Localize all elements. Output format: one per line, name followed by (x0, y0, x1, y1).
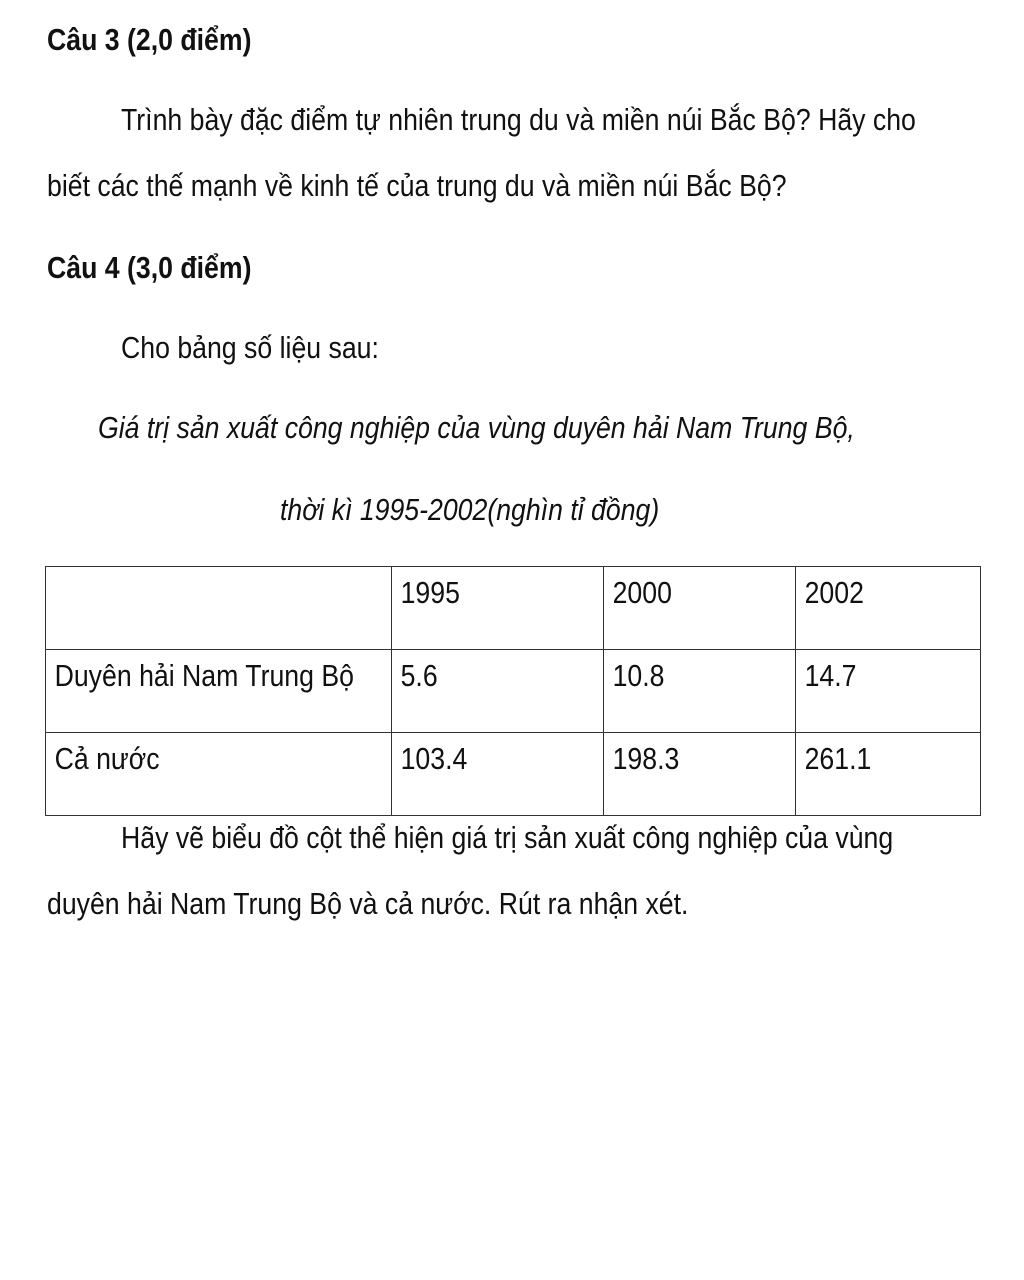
question-3-heading: Câu 3 (2,0 điểm) (47, 22, 252, 57)
question-4-heading: Câu 4 (3,0 điểm) (47, 250, 252, 285)
table-cell: 14.7 (796, 650, 981, 733)
table-cell: 10.8 (604, 650, 796, 733)
table-title-line-1: Giá trị sản xuất công nghiệp của vùng duyên hải Nam Trung Bộ, (98, 410, 855, 445)
table-title-line-2: thời kì 1995-2002(nghìn tỉ đồng) (280, 492, 660, 527)
table-header-cell: 2000 (604, 567, 796, 650)
table-header-cell: 2002 (796, 567, 981, 650)
table-cell: 103.4 (392, 733, 604, 816)
data-table (45, 566, 981, 816)
table-cell: 261.1 (796, 733, 981, 816)
question-4-intro: Cho bảng số liệu sau: (121, 330, 379, 365)
task-text-line-1: Hãy vẽ biểu đồ cột thể hiện giá trị sản xuất công nghiệp của vùng (121, 820, 894, 855)
table-cell: Duyên hải Nam Trung Bộ (46, 650, 392, 733)
table-row (46, 733, 981, 816)
table-row (46, 650, 981, 733)
table-header-cell: 1995 (392, 567, 604, 650)
task-text-line-2: duyên hải Nam Trung Bộ và cả nước. Rút ra nhận xét. (47, 886, 689, 921)
question-3-text-line-2: biết các thế mạnh về kinh tế của trung du và miền núi Bắc Bộ? (47, 168, 787, 203)
question-3-text-line-1: Trình bày đặc điểm tự nhiên trung du và miền núi Bắc Bộ? Hãy cho (121, 102, 916, 137)
table-header-cell (46, 567, 392, 650)
table-cell: 198.3 (604, 733, 796, 816)
table-cell: Cả nước (46, 733, 392, 816)
table-header-row (46, 567, 981, 650)
table-cell: 5.6 (392, 650, 604, 733)
